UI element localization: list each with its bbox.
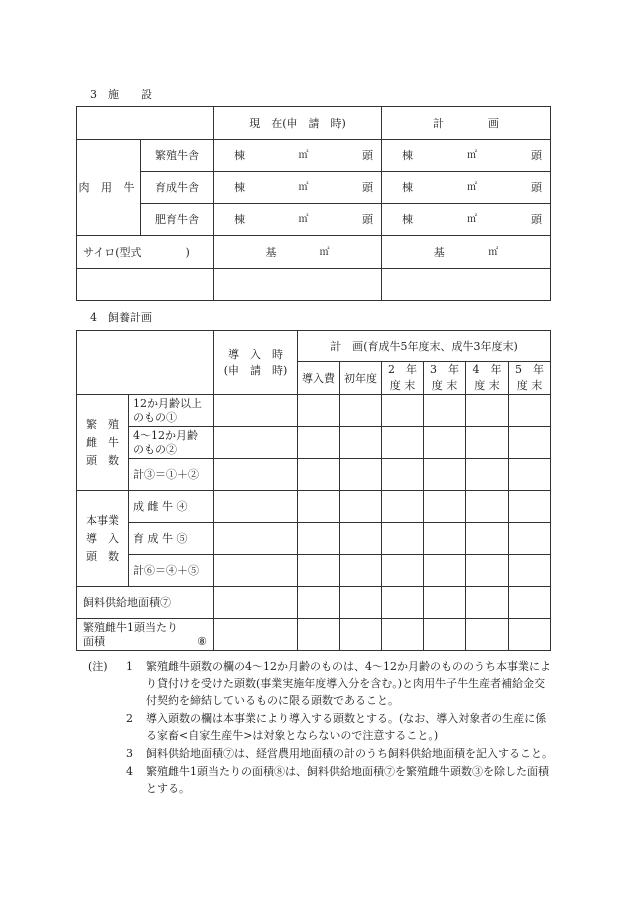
data-cell [424,619,466,651]
data-cell [382,523,424,555]
data-cell [298,555,340,587]
data-cell [382,619,424,651]
data-cell [509,555,551,587]
data-cell [509,459,551,491]
header-current: 現 在(申 請 時) [214,107,382,140]
section3-title: 3 施 設 [90,88,152,101]
note-number: 2 [126,712,133,725]
group2-line2: 導 入 [86,531,119,545]
data-cell [340,395,382,427]
note-item [126,745,556,762]
row-label: 繁殖牛舎 [141,140,214,172]
col-year3 [424,362,466,395]
col-year5-line1: 5 年 [515,363,545,376]
unit-area: ㎡ [298,182,309,193]
data-cell [509,491,551,523]
data-cell [424,587,466,619]
data-cell [424,523,466,555]
data-cell [214,587,298,619]
col-year3-line1: 3 年 [430,363,459,376]
data-cell [298,523,340,555]
data-cell [466,491,509,523]
beef-cattle-label: 肉 用 牛 [77,140,141,236]
current-cell [214,140,382,172]
col-year5 [509,362,551,395]
unit-area: ㎡ [488,246,499,258]
col-year2 [382,362,424,395]
unit-building: 棟 [234,181,245,194]
data-cell [214,555,298,587]
data-cell [466,587,509,619]
data-cell [466,555,509,587]
note-item [126,763,556,797]
data-cell [509,395,551,427]
group1-line3: 頭 数 [86,453,119,467]
unit-base: 基 [265,245,277,259]
note-item [126,658,556,709]
col-year2-line2: 度 末 [389,379,416,392]
data-cell [382,587,424,619]
note-text: 導入頭数の欄は本事業により導入する頭数とする。(なお、導入対象者の生産に係る家畜<自家生産牛>は対象とならないので注意すること。) [146,712,547,742]
note-number: 1 [126,660,133,673]
group1-line1: 繁 殖 [86,417,119,431]
unit-head: 頭 [531,181,542,194]
blank-cell [214,269,382,301]
header-plan: 計 画 [382,107,551,140]
unit-building: 棟 [234,213,245,226]
row-label [129,395,214,427]
group1-line2: 雌 牛 [86,435,119,449]
group2-line1: 本事業 [86,513,119,527]
plan-cell [382,140,551,172]
row-label-line1: 4～12か月齢 [133,428,198,442]
silo-current-cell [214,236,382,269]
blank-cell [382,269,551,301]
data-cell [466,395,509,427]
data-cell [382,459,424,491]
unit-building: 棟 [234,149,245,162]
data-cell [214,523,298,555]
row-label: 育成牛舎 [141,172,214,204]
row-label-line2: のもの② [133,442,177,456]
row-label: 育 成 牛 ⑤ [129,523,214,555]
per-head-line1: 繁殖雌牛1頭当たり [83,620,178,634]
per-head-line2: 面積 [83,634,105,648]
data-cell [382,395,424,427]
current-cell [214,204,382,236]
col-year5-line2: 度 末 [516,379,543,392]
row-label: 計⑥＝④＋⑤ [129,555,214,587]
col-year2-line1: 2 年 [388,363,417,376]
data-cell [424,555,466,587]
silo-plan-cell [382,236,551,269]
data-cell [214,427,298,459]
per-head-marker: ⑧ [197,634,207,648]
data-cell [298,427,340,459]
data-cell [466,427,509,459]
data-cell [382,491,424,523]
data-cell [509,587,551,619]
section4-title: 4 飼養計画 [90,311,152,324]
col-year4 [466,362,509,395]
blank-cell [77,269,214,301]
data-cell [466,523,509,555]
introduced-cattle-label [77,491,129,587]
header-intro-label: 導 入 時 [228,347,283,361]
unit-building: 棟 [402,181,413,194]
breeding-cows-label [77,395,129,491]
col-year4-line1: 4 年 [472,363,502,376]
col-year4-line2: 度 末 [474,379,500,392]
data-cell [424,459,466,491]
unit-area: ㎡ [467,182,477,193]
header-blank [77,107,214,140]
data-cell [466,459,509,491]
row-label-line1: 12か月齢以上 [133,396,202,410]
note-item [126,710,556,744]
data-cell [340,459,382,491]
unit-area: ㎡ [298,214,309,225]
note-number: 4 [126,765,133,778]
current-cell [214,172,382,204]
header-intro-sub: (申 請 時) [223,363,288,377]
facilities-table [76,106,551,301]
note-text: 繁殖雌牛頭数の欄の4～12か月齢のものは、4～12か月齢のもののうち本事業により貸付けを受けた頭数(事業実施年度導入分を含む。)と肉用牛子牛生産者補給金交付契約を締結しているものに限る頭数であること。 [146,660,551,707]
row-label: 成 雌 牛 ④ [129,491,214,523]
data-cell [214,619,298,651]
data-cell [509,619,551,651]
unit-head: 頭 [531,213,542,226]
header-blank [77,331,214,395]
data-cell [298,459,340,491]
data-cell [424,395,466,427]
data-cell [509,427,551,459]
unit-head: 頭 [362,149,373,162]
plan-cell [382,172,551,204]
plan-cell [382,204,551,236]
notes [126,658,556,798]
unit-head: 頭 [531,149,542,162]
data-cell [424,427,466,459]
unit-building: 棟 [402,149,413,162]
data-cell [298,395,340,427]
unit-area: ㎡ [319,246,330,258]
unit-head: 頭 [362,181,373,194]
header-plan: 計 画(育成牛5年度末、成牛3年度末) [298,331,551,362]
row-label: 計③＝①＋② [129,459,214,491]
data-cell [466,619,509,651]
unit-building: 棟 [402,213,413,226]
data-cell [424,491,466,523]
note-number: 3 [126,747,133,760]
data-cell [340,587,382,619]
data-cell [382,427,424,459]
row-label [129,427,214,459]
per-head-area-label [77,619,214,651]
data-cell [382,555,424,587]
data-cell [214,459,298,491]
note-text: 飼料供給地面積⑦は、経営農用地面積の計のうち飼料供給地面積を記入すること。 [146,747,553,760]
silo-label: サイロ(型式 ) [77,236,214,269]
data-cell [214,395,298,427]
unit-area: ㎡ [467,214,477,225]
data-cell [298,491,340,523]
data-cell [214,491,298,523]
data-cell [340,555,382,587]
notes-label: (注) [88,660,108,673]
data-cell [340,491,382,523]
feeding-plan-table [76,330,551,651]
unit-base: 基 [433,245,445,259]
col-intro-cost: 導入費 [298,362,340,395]
note-text: 繁殖雌牛1頭当たりの面積⑧は、飼料供給地面積⑦を繁殖雌牛頭数③を除した面積とする。 [146,765,549,795]
group2-line3: 頭 数 [86,549,119,563]
col-year3-line2: 度 末 [431,379,458,392]
col-first-year: 初年度 [340,362,382,395]
unit-head: 頭 [362,213,373,226]
row-label: 肥育牛舎 [141,204,214,236]
data-cell [298,587,340,619]
data-cell [340,523,382,555]
data-cell [340,619,382,651]
unit-area: ㎡ [298,150,309,161]
header-intro [214,331,298,395]
data-cell [509,523,551,555]
row-label-line2: のもの① [133,410,177,424]
data-cell [298,619,340,651]
feed-area-label: 飼料供給地面積⑦ [77,587,214,619]
data-cell [340,427,382,459]
unit-area: ㎡ [467,150,477,161]
